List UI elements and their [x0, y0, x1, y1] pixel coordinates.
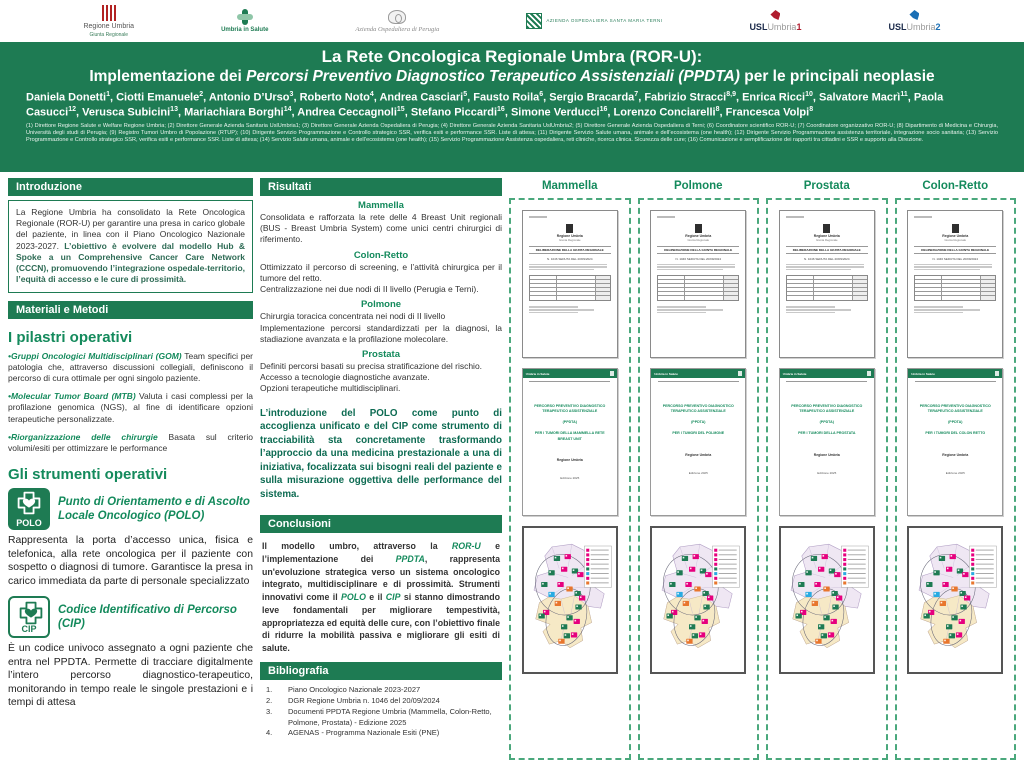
document-line	[657, 264, 735, 265]
regione-umbria-icon	[102, 5, 116, 21]
ppdta-cover-thumbnail	[779, 368, 875, 516]
cover-title: PERCORSO PREVENTIVO DIAGNOSTICO TERAPEUTICO ASSISTENZIALE	[534, 403, 606, 413]
umbria-network-map-thumbnail	[779, 526, 875, 674]
cover-bar-logo-icon	[867, 371, 871, 376]
document-line	[914, 266, 992, 267]
logo-label: Azienda Ospedaliera di Perugia	[355, 25, 440, 33]
document-table	[657, 275, 739, 301]
cover-bar-label: Umbria in Salute	[911, 371, 935, 376]
tools-title: Gli strumenti operativi	[8, 466, 168, 484]
cover-edition: Edizione 2025	[688, 470, 708, 475]
pillar-item: •Gruppi Oncologici Multidisciplinari (GOM) Team specifici per patologia che, attraverso discussioni collegiali, definiscono il percorso di cura ottimale per ogni singolo paziente.	[8, 350, 253, 383]
result-block-text: Implementazione percorsi standardizzati per la diagnosi, la stadiazione avanzata e la profilazione molecolare.	[260, 322, 502, 344]
pathway-documents-box	[509, 198, 631, 760]
cover-org: Regione Umbria	[813, 452, 840, 457]
cover-bar-label: Umbria in Salute	[525, 371, 550, 376]
green-cross-icon	[237, 9, 253, 25]
cover-header-bar	[651, 369, 745, 378]
tool-title: Punto di Orientamento e di Ascolto Locale Oncologico (POLO)	[58, 495, 250, 523]
document-org: Regione Umbria	[556, 233, 583, 238]
pathway-documents-box	[638, 198, 760, 760]
result-block-text: Accesso a tecnologie diagnostiche avanzate.	[260, 372, 430, 383]
umbria-network-map-thumbnail	[907, 526, 1003, 674]
cover-header-bar	[780, 369, 874, 378]
logo-label: Regione Umbria	[83, 22, 135, 30]
section-header-risultati: Risultati	[260, 178, 502, 196]
pathway-panel	[638, 178, 760, 760]
document-line	[786, 216, 804, 218]
cover-subtitle: PER I TUMORI DELLA MAMMELLA RETE BREAST UNIT	[534, 431, 605, 441]
bibliography-item: 4. AGENAS - Programma Nazionale Esiti (PNE)	[266, 728, 440, 738]
result-block-title: Prostata	[361, 348, 400, 360]
result-block-text: Definiti percorsi basati su precisa stratificazione del rischio.	[260, 360, 483, 371]
cover-edition: Edizione 2025	[560, 476, 580, 481]
document-title: DELIBERAZIONE DELLA GIUNTA REGIONALE	[529, 246, 611, 254]
cip-icon: CIP	[8, 596, 50, 638]
azienda-terni-logo	[526, 13, 662, 29]
document-suborg: Giunta Regionale	[687, 237, 710, 242]
section-header-materiali-metodi: Materiali e Metodi	[8, 301, 253, 319]
pathway-title: Mammella	[541, 180, 598, 192]
logo-sublabel: Giunta Regionale	[89, 31, 129, 38]
cover-subtitle: PER I TUMORI DEL POLMONE	[672, 431, 725, 436]
author: Roberto Noto	[299, 91, 370, 104]
result-block-text: Consolidata e rafforzata la rete delle 4 Breast Unit regionali (BUS - Breast Umbria System) come unici centri chirurgici di riferimento.	[260, 212, 502, 245]
tool-header	[8, 596, 253, 638]
logo-label: USLUmbria1	[749, 22, 802, 32]
results-blocks	[260, 200, 502, 395]
cover-header-bar	[523, 369, 617, 378]
cover-title: PERCORSO PREVENTIVO DIAGNOSTICO TERAPEUTICO ASSISTENZIALE	[791, 403, 863, 413]
document-line	[657, 216, 675, 218]
document-table	[914, 275, 996, 301]
author: Enrica Ricci	[742, 91, 806, 104]
introduzione-text: La Regione Umbria ha consolidato la Rete Oncologica Regionale (ROR-U) per garantire una presa in carico globale del paziente, in linea con il Piano Oncologico Nazionale 2023-2027. L’obiettivo è evolvere dal modello Hub & Spoke a un Comprehensive Cancer Care Network (CCCN), promuovendo l’integrazione ospedale-territorio, l’equità di accesso e le cure di prossimità.	[8, 200, 253, 293]
author: Paola Casucci	[26, 91, 944, 119]
logo-label: Umbria in Salute	[221, 27, 269, 33]
pathway-panel	[895, 178, 1017, 760]
document-number: N. 1046 SEDUTA DEL 20/09/2024	[546, 256, 593, 261]
document-org: Regione Umbria	[813, 233, 840, 238]
section-header-conclusioni: Conclusioni	[260, 515, 502, 533]
section-header-introduzione: Introduzione	[8, 178, 253, 196]
document-suborg: Giunta Regionale	[944, 237, 967, 242]
cover-title: PERCORSO PREVENTIVO DIAGNOSTICO TERAPEUTICO ASSISTENZIALE	[919, 403, 991, 413]
cover-header-bar	[908, 369, 1002, 378]
cover-bar-logo-icon	[610, 371, 614, 376]
cover-subtitle: PER I TUMORI DELLA PROSTATA	[798, 431, 856, 436]
cover-org: Regione Umbria	[942, 452, 969, 457]
result-block-title: Polmone	[360, 299, 402, 311]
bibliography-item: 1. Piano Oncologico Nazionale 2023-2027	[266, 684, 421, 694]
polo-icon: POLO	[8, 488, 50, 530]
document-org: Regione Umbria	[685, 233, 712, 238]
author: Lorenzo Conciarelli	[613, 106, 716, 119]
regione-umbria-logo	[83, 5, 134, 38]
cover-org: Regione Umbria	[556, 458, 583, 463]
document-line	[914, 264, 992, 265]
usl1-ribbon-icon	[770, 10, 780, 20]
document-line	[529, 264, 607, 265]
cover-title: PERCORSO PREVENTIVO DIAGNOSTICO TERAPEUTICO ASSISTENZIALE	[662, 403, 734, 413]
usl-umbria2-logo	[888, 10, 940, 32]
result-block-title: Colon-Retto	[353, 249, 409, 261]
crest-icon	[388, 10, 406, 24]
document-signatures	[657, 306, 739, 313]
header-band	[0, 42, 1024, 172]
document-number: N. 1046 SEDUTA DEL 20/09/2024	[803, 256, 850, 261]
result-block-text: Chirurgia toracica concentrata nei nodi di II livello	[260, 311, 446, 322]
cover-code: (PPDTA)	[948, 420, 963, 425]
pathway-panel	[766, 178, 888, 760]
cover-rule	[658, 381, 739, 382]
content-grid	[0, 172, 1024, 768]
results-highlight: L’introduzione del POLO come punto di accoglienza unificato e del CIP come strumento di tracciabilità sta concretamente trasformando l’approccio da una medicina prestazionale a una di iniziativa, focalizzata sui bisogni reali del paziente e sulla misurazione oggettiva delle performance del sistema.	[260, 407, 502, 500]
pillar-item: •Riorganizzazione delle chirurgie Basata sul criterio volumi/esiti per ottimizzare le performance	[8, 431, 253, 454]
tool-description: Rappresenta la porta d’accesso unica, fisica e telefonica, alla rete oncologica per il paziente con sospetto o diagnosi di tumore. Garantisce la presa in carico immediata da parte di personale specializzato	[8, 535, 253, 587]
pillar-item: •Molecular Tumor Board (MTB) Valuta i casi complessi per la profilazione genomica (NGS), al fine di identificare opzioni terapeutiche personalizzate.	[8, 391, 253, 424]
document-number: N. 1046 SEDUTA DEL 20/09/2024	[932, 256, 979, 261]
cover-code: (PPDTA)	[691, 420, 706, 425]
pathway-title: Prostata	[803, 180, 850, 192]
bibliography-item: 2. DGR Regione Umbria n. 1046 del 20/09/2024	[266, 695, 440, 705]
middle-column	[260, 178, 502, 760]
document-title: DELIBERAZIONE DELLA GIUNTA REGIONALE	[786, 246, 868, 254]
poster-title-line1: La Rete Oncologica Regionale Umbra (ROR-U):	[321, 47, 703, 66]
umbria-network-map-thumbnail	[522, 526, 618, 674]
document-line	[786, 266, 864, 267]
bibliography-item: 3. Documenti PPDTA Regione Umbria (Mammella, Colon-Retto, Polmone, Prostata) - Edizione 2025	[266, 706, 492, 727]
document-suborg: Giunta Regionale	[815, 237, 838, 242]
left-column	[8, 178, 253, 760]
ppdta-cover-thumbnail	[522, 368, 618, 516]
section-header-bibliografia: Bibliografia	[260, 662, 502, 680]
author: Stefano Piccardi	[410, 106, 498, 119]
delibera-document-thumbnail	[522, 210, 618, 358]
cover-bar-label: Umbria in Salute	[782, 371, 807, 376]
authors-line: Daniela Donetti$^1$, Ciotti Emanuele$^2$, Antonio D’Urso$^3$, Roberto Noto$^4$, Andrea Casciari$^5$, Fausto Roila$^6$, Sergio Bracarda$^7$, Fabrizio Stracci$^{8,9}$, Enrica Ricci$^{10}$, Salvatore Macrì$^{11}$, Paola Casucci$^{12}$, Verusca Subicini$^{13}$, Mariachiara Borghi$^{14}$, Andrea Ceccagnoli$^{15}$, Stefano Piccardi$^{16}$, Simone Verducci$^{16}$, Lorenzo Conciarelli$^8$, Francesca Volpi$^8$	[26, 91, 944, 119]
tool-header	[8, 488, 253, 530]
hatched-square-icon	[526, 13, 542, 29]
author: Fausto Roila	[473, 91, 540, 104]
cover-bar-label: Umbria in Salute	[654, 371, 678, 376]
azienda-perugia-logo	[355, 10, 439, 33]
author: Antonio D’Urso	[208, 91, 290, 104]
cover-org: Regione Umbria	[685, 452, 712, 457]
delibera-document-thumbnail	[779, 210, 875, 358]
cover-bar-logo-icon	[995, 371, 999, 376]
tool-title: Codice Identificativo di Percorso (CIP)	[58, 603, 237, 631]
document-signatures	[914, 306, 996, 313]
document-table	[786, 275, 868, 301]
regione-umbria-mini-icon	[952, 224, 959, 233]
document-line	[529, 269, 595, 270]
document-line	[529, 266, 607, 267]
cover-subtitle: PER I TUMORI DEL COLON RETTO	[925, 431, 986, 436]
bibliography-list	[266, 685, 502, 739]
author: Simone Verducci	[510, 106, 600, 119]
tool-description: È un codice univoco assegnato a ogni paziente che entra nel PPDTA. Permette di tracciare digitalmente l’intero percorso diagnostico-terapeutico, monitorando in tempo reale le singole prestazioni e i tempi di attesa	[8, 643, 253, 709]
usl2-ribbon-icon	[909, 10, 919, 20]
cover-rule	[915, 381, 996, 382]
ppdta-cover-thumbnail	[907, 368, 1003, 516]
cover-edition: Edizione 2025	[817, 470, 837, 475]
regione-umbria-mini-icon	[566, 224, 573, 233]
document-line	[657, 266, 735, 267]
result-block-text: Opzioni terapeutiche multidisciplinari.	[260, 383, 401, 394]
delibera-document-thumbnail	[650, 210, 746, 358]
cover-code: (PPDTA)	[562, 420, 577, 425]
author: Sergio Bracarda	[549, 91, 635, 104]
pathway-title: Colon-Retto	[922, 180, 989, 192]
document-signatures	[786, 306, 868, 313]
usl-umbria1-logo	[749, 10, 801, 32]
document-line	[786, 264, 864, 265]
regione-umbria-mini-icon	[823, 224, 830, 233]
pathway-documents-box	[766, 198, 888, 760]
result-block-title: Mammella	[358, 200, 404, 211]
delibera-document-thumbnail	[907, 210, 1003, 358]
author: Daniela Donetti	[26, 91, 107, 104]
tools-list	[8, 488, 253, 710]
document-signatures	[529, 306, 611, 313]
logo-strip	[0, 0, 1024, 42]
document-suborg: Giunta Regionale	[558, 237, 581, 242]
author: Salvatore Macrì	[819, 91, 901, 104]
author: Fabrizio Stracci	[644, 91, 727, 104]
cover-edition: Edizione 2025	[945, 470, 965, 475]
pathway-title: Polmone	[673, 180, 723, 192]
document-line	[657, 269, 723, 270]
pillars-title: I pilastri operativi	[8, 328, 133, 346]
cover-rule	[786, 381, 867, 382]
logo-label: USLUmbria2	[888, 22, 941, 32]
document-line	[914, 216, 932, 218]
document-title: DELIBERAZIONE DELLA GIUNTA REGIONALE	[914, 246, 996, 254]
document-table	[529, 275, 611, 301]
umbria-in-salute-logo	[221, 9, 268, 33]
cover-rule	[529, 381, 610, 382]
pathway-documents-box	[895, 198, 1017, 760]
regione-umbria-mini-icon	[695, 224, 702, 233]
author: Andrea Casciari	[379, 91, 464, 104]
result-block-text: Ottimizzato il percorso di screening, e l’attività chirurgica per il tumore del retto.	[260, 261, 502, 283]
cover-bar-logo-icon	[738, 371, 742, 376]
cover-code: (PPDTA)	[819, 420, 834, 425]
document-line	[786, 269, 852, 270]
conclusioni-text: Il modello umbro, attraverso la ROR-U e l’implementazione dei PPDTA, rappresenta un'evoluzione strategica verso un sistema oncologico integrato, multidisciplinare e di prossimità. Strumenti innovativi come il POLO e il CIP si stanno dimostrando leve fondamentali per migliorare tempestività, appropriatezza ed equità delle cure, con l’obiettivo finale di ridurre la mobilità passiva e migliorare gli esiti di salute.	[262, 541, 500, 654]
logo-label: AZIENDA OSPEDALIERA SANTA MARIA TERNI	[546, 18, 663, 24]
author: Francesca Volpi	[725, 106, 810, 119]
author: Mariachiara Borghi	[184, 106, 284, 119]
ppdta-cover-thumbnail	[650, 368, 746, 516]
document-number: N. 1046 SEDUTA DEL 20/09/2024	[675, 256, 722, 261]
document-line	[914, 269, 980, 270]
document-line	[529, 216, 547, 218]
pathway-panel	[509, 178, 631, 760]
result-block-text: Centralizzazione nei due nodi di II livello (Perugia e Terni).	[260, 284, 479, 295]
author: Andrea Ceccagnoli	[297, 106, 397, 119]
author: Ciotti Emanuele	[116, 91, 200, 104]
poster-title-line2: Implementazione dei Percorsi Preventivo Diagnostico Terapeutico Assistenziali (PPDTA) per le principali neoplasie	[89, 68, 935, 85]
document-org: Regione Umbria	[942, 233, 969, 238]
pillars-list	[8, 351, 253, 455]
affiliations-text: (1) Direttore Regione Salute e Welfare Regione Umbria; (2) Direttore Generale Azienda Sanitaria UslUmbria1; (3) Direttore Generale Azienda Ospedaliera di Perugia; (4) Direttore Generale Azienda Sanitaria UslUmbria2; (5) Direttore Generale Azienda Ospedaliera di Terni; (6) Coordinatore scientifico ROR-U; (7) Coordinatore organizzativo ROR-U; (8) Dipartimento di Medicina e Chirurgia, Università degli studi di Perugia; (9) Registro Tumori Umbro di Popolazione (RTUP); (10) Dirigente Servizio Programmazione e Controllo strategico SSR, verifica esiti e performance SSR. Liste di attesa; (11) Dirigente Servizio Salute umana, animale e dell’ecosistema (one health); (12) Dirigente Servizio Programmazione assistenza territoriale, integrazione socio sanitaria; (13) Servizio Programmazione e Controllo strategico SSR, verifica esiti e performance SSR. Liste di attesa; (14) Servizio Salute umana, animale e dell’ecosistema (one health); (15) Servizio Programmazione Assistenza ospedaliera, reti cliniche, ricerca clinica. Sicurezza delle cure; (16) Comunicazione e semplificazione dei rapporti tra cittadini e SSR e supporto alla Direzione.	[26, 122, 998, 143]
umbria-network-map-thumbnail	[650, 526, 746, 674]
document-title: DELIBERAZIONE DELLA GIUNTA REGIONALE	[657, 246, 739, 254]
author: Verusca Subicini	[82, 106, 171, 119]
